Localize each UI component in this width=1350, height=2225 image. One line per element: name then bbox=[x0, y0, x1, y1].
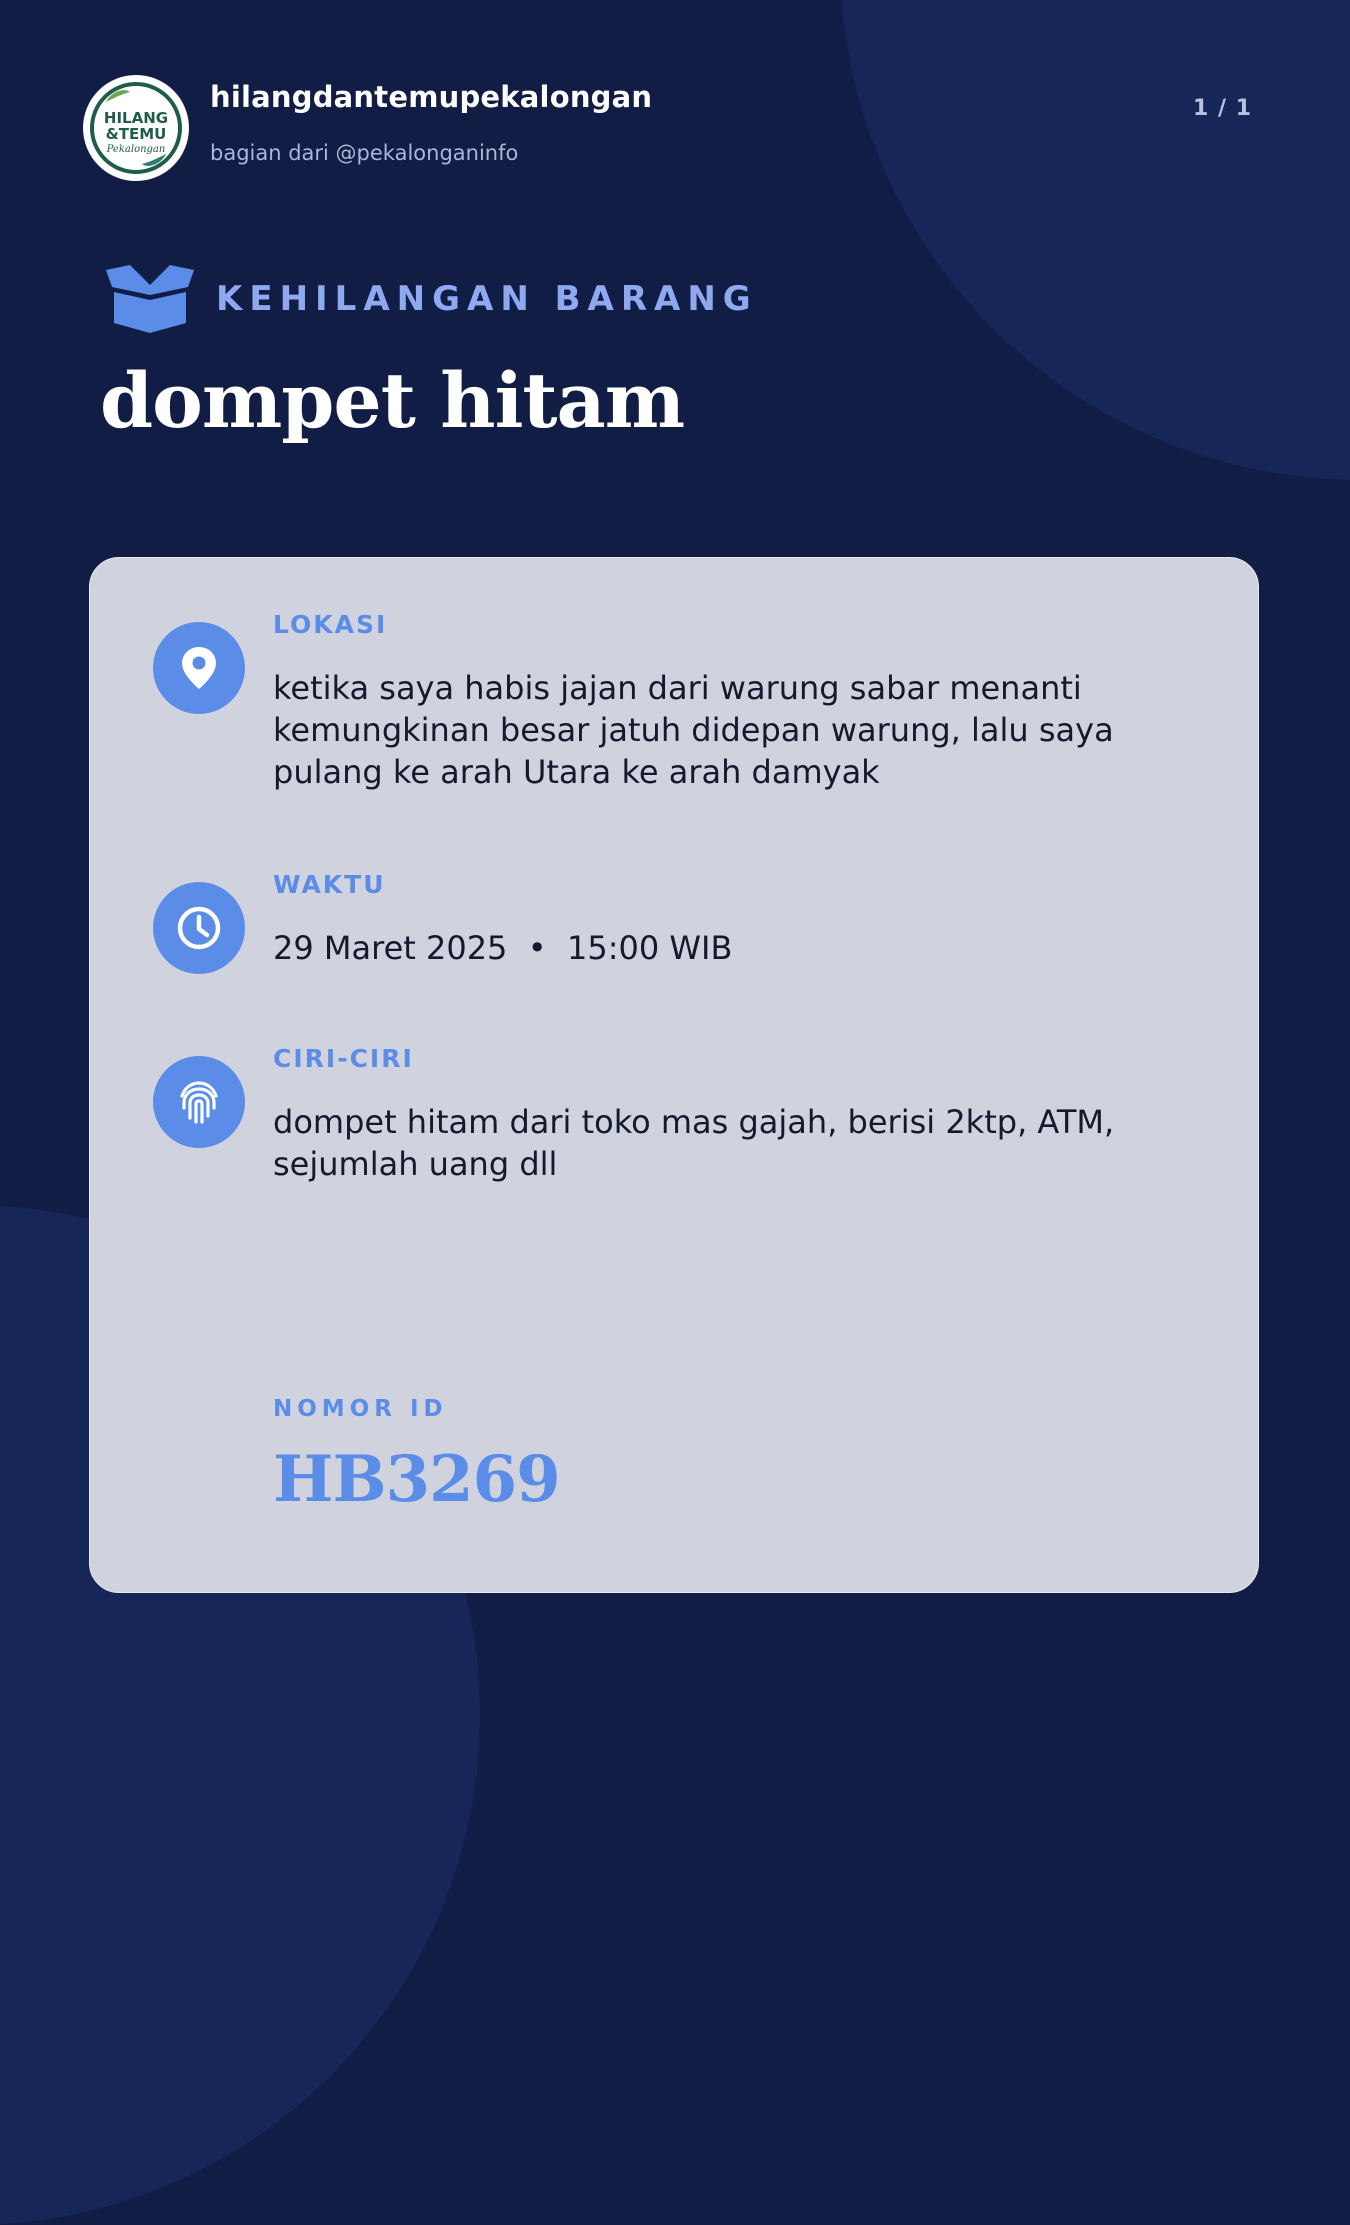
id-block bbox=[273, 1396, 560, 1517]
detail-time bbox=[153, 870, 1203, 974]
page-counter: 1 / 1 bbox=[1193, 96, 1252, 121]
account-info bbox=[210, 75, 652, 165]
category-heading bbox=[104, 265, 758, 333]
features-label: CIRI-CIRI bbox=[273, 1044, 414, 1073]
background-circle-top bbox=[840, 0, 1350, 480]
id-label: NOMOR ID bbox=[273, 1396, 448, 1422]
location-icon-badge bbox=[153, 622, 245, 714]
logo-text-line1: HILANG bbox=[103, 109, 169, 127]
hilang-temu-logo bbox=[88, 80, 184, 176]
features-icon-badge bbox=[153, 1056, 245, 1148]
item-title: dompet hitam bbox=[100, 356, 685, 445]
location-value: ketika saya habis jajan dari warung sabar menanti kemungkinan besar jatuh didepan warung, lalu saya pulang ke arah Utara ke arah damyak bbox=[273, 669, 1114, 791]
fingerprint-icon bbox=[175, 1078, 223, 1126]
account-name[interactable]: hilangdantemupekalongan bbox=[210, 80, 653, 114]
detail-location bbox=[153, 610, 1203, 793]
account-subtitle: bagian dari @pekalonganinfo bbox=[210, 140, 519, 165]
post-header bbox=[83, 75, 652, 181]
time-label: WAKTU bbox=[273, 870, 386, 899]
map-pin-icon bbox=[179, 645, 219, 691]
detail-features bbox=[153, 1044, 1203, 1185]
time-icon-badge bbox=[153, 882, 245, 974]
details-card bbox=[89, 557, 1259, 1593]
avatar[interactable] bbox=[83, 75, 189, 181]
open-box-icon bbox=[104, 265, 196, 333]
time-value: 29 Maret 2025 • 15:00 WIB bbox=[273, 929, 733, 967]
category-label: KEHILANGAN BARANG bbox=[216, 279, 758, 319]
features-value: dompet hitam dari toko mas gajah, berisi 2ktp, ATM, sejumlah uang dll bbox=[273, 1103, 1115, 1183]
location-label: LOKASI bbox=[273, 610, 388, 639]
id-value: HB3269 bbox=[273, 1442, 560, 1517]
logo-text-script: Pekalongan bbox=[106, 144, 166, 155]
logo-text-line2: &TEMU bbox=[105, 125, 167, 143]
clock-icon bbox=[176, 905, 222, 951]
